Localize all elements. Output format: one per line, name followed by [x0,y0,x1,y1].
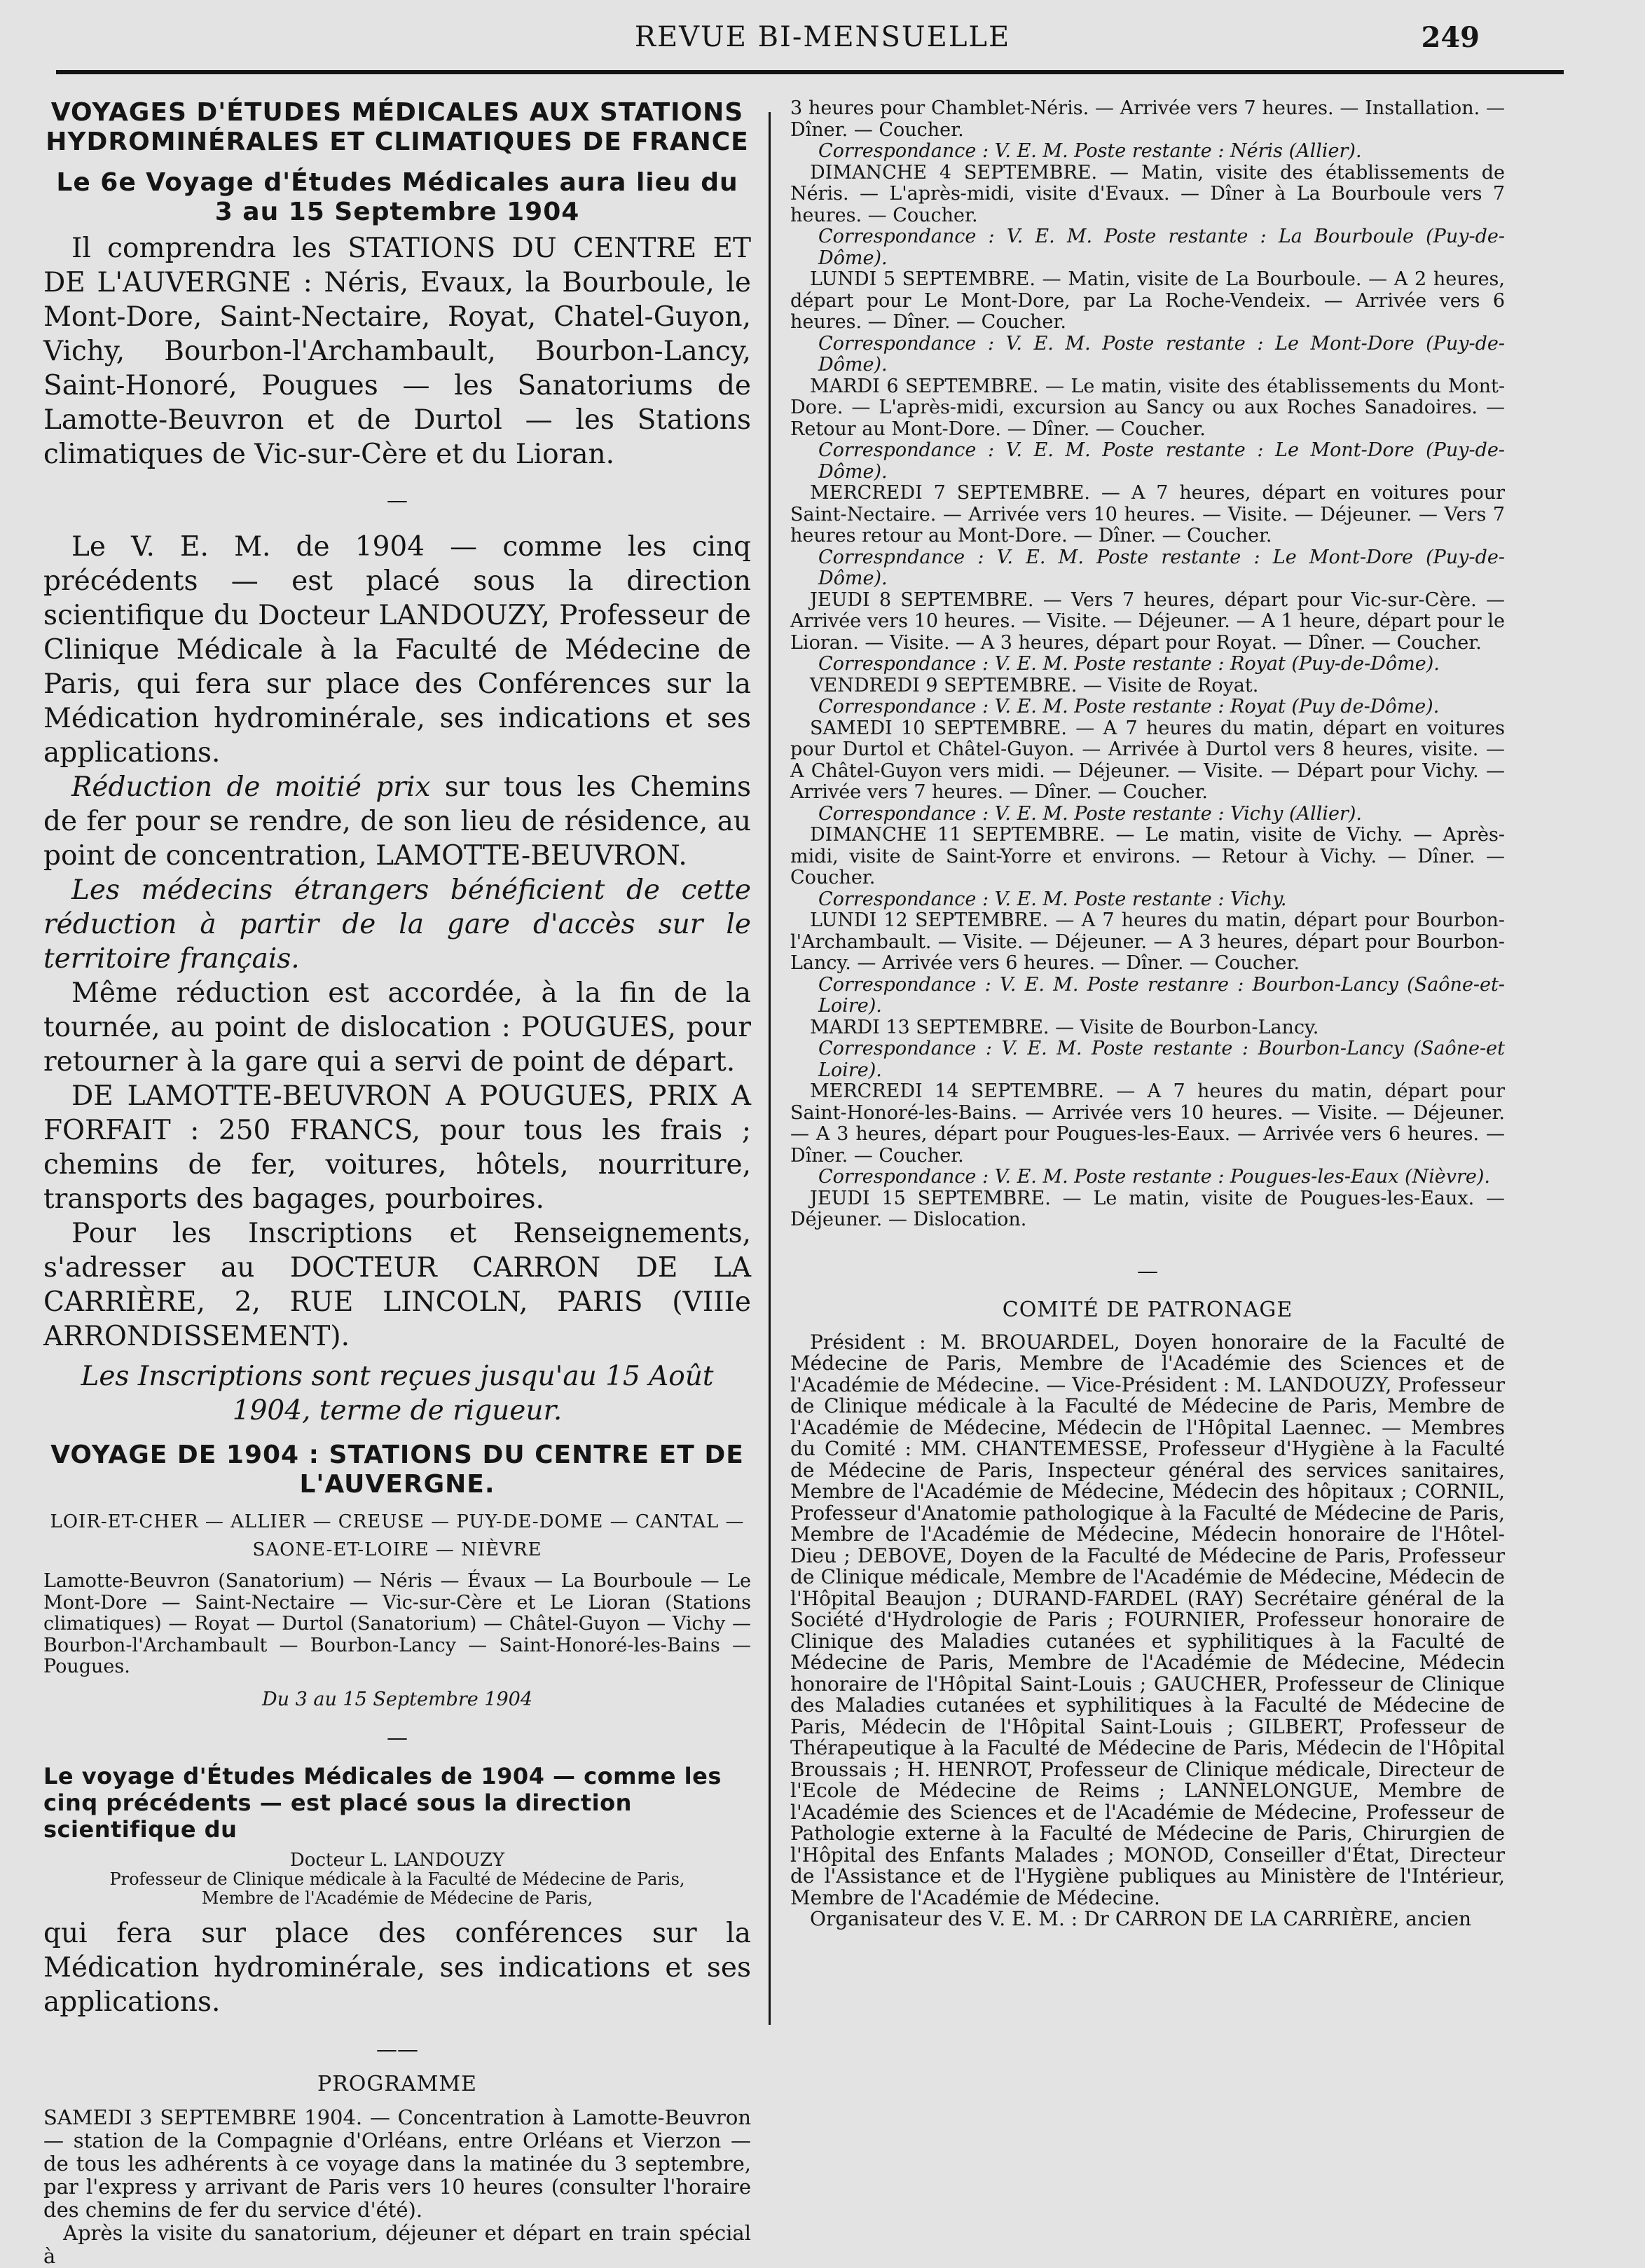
itinerary-day: MARDI 6 SEPTEMBRE. — Le matin, visite des établissements du Mont-Dore. — L'après-midi, excursion au Sancy ou aux Roches Sanadoires. — Retour au Mont-Dore. — Dîner. — Coucher. [790,375,1505,440]
paragraph-foreign-doctors: Les médecins étrangers bénéficient de cette réduction à partir de la gare d'accès sur le territoire français. [43,874,751,975]
running-head [0,21,1645,63]
article-subtitle: Le 6e Voyage d'Études Médicales aura lieu du 3 au 15 Septembre 1904 [56,168,738,226]
separator-dash-3: —— [376,2037,418,2062]
paragraph-dislocation: Même réduction est accordée, à la fin de la tournée, au point de dislocation : POUGUES, pour retourner à la gare qui a servi de point de départ. [43,977,751,1078]
itinerary-day: DIMANCHE 11 SEPTEMBRE. — Le matin, visite de Vichy. — Après-midi, visite de Saint-Yorre et environs. — Retour à Vichy. — Dîner. — Coucher. [790,824,1505,888]
itinerary-day: MERCREDI 14 SEPTEMBRE. — A 7 heures du matin, départ pour Saint-Honoré-les-Bains. — Arrivée vers 10 heures. — Visite. — Déjeuner. — A 3 heures, départ pour Pougues-les-Eaux. — Arrivée vers 6 heures. — Dîner. — Coucher. [790,1080,1505,1167]
itinerary-correspondance: Correspndance : V. E. M. Poste restante : Le Mont-Dore (Puy-de-Dôme). [818,546,1505,589]
programme-heading: PROGRAMME [317,2072,477,2096]
page-number: 249 [1421,21,1480,54]
separator-dash: — [387,488,408,513]
itinerary-day: VENDREDI 9 SEPTEMBRE. — Visite de Royat. [810,674,1259,696]
doctor-credit-1: Professeur de Clinique médicale à la Faculté de Médecine de Paris, [109,1869,685,1889]
itinerary-day: LUNDI 12 SEPTEMBRE. — A 7 heures du matin, départ pour Bourbon-l'Archambault. — Visite. — Déjeuner. — A 3 heures, départ pour Bourbon-Lancy. — Arrivée vers 6 heures. — Dîner. — Coucher. [790,909,1505,974]
reduction-emphasis: Réduction de moitié prix [71,771,431,803]
stations-list: Lamotte-Beuvron (Sanatorium) — Néris — Évaux — La Bourboule — Le Mont-Dore — Saint-Nectaire — Vic-sur-Cère et Le Lioran (Stations climatiques) — Royat — Durtol (Sanatorium) — Châtel-Guyon — Vichy — Bourbon-l'Archambault — Bourbon-Lancy — Saint-Honoré-les-Bains — Pougues. [43,1570,751,1677]
right-column [790,98,1505,1930]
column-rule [769,112,771,2025]
doctor-name: Docteur L. LANDOUZY [289,1850,505,1871]
itinerary-correspondance: Correspondance : V. E. M. Poste restante : Le Mont-Dore (Puy-de-Dôme). [818,332,1505,376]
departements-list: LOIR-ET-CHER — ALLIER — CREUSE — PUY-DE-DOME — CANTAL — SAONE-ET-LOIRE — NIÈVRE [50,1511,745,1560]
programme-apres: Après la visite du sanatorium, déjeuner et départ en train spécial à [43,2221,751,2268]
itinerary-correspondance: Correspondance : V. E. M. Poste restante : Le Mont-Dore (Puy-de-Dôme). [818,439,1505,483]
itinerary-correspondance: Correspondance : V. E. M. Poste restanre : Bourbon-Lancy (Saône-et-Loire). [818,973,1505,1017]
itinerary-correspondance: Correspondance : V. E. M. Poste restante : Pougues-les-Eaux (Nièvre). [818,1166,1490,1188]
itinerary-correspondance: Correspondance : V. E. M. Poste restante : Royat (Puy de-Dôme). [818,696,1440,717]
paragraph-deadline: Les Inscriptions sont reçues jusqu'au 15 Août 1904, terme de rigueur. [81,1361,714,1427]
paragraph-direction: Le V. E. M. de 1904 — comme les cinq précédents — est placé sous la direction scientifique du Docteur LANDOUZY, Professeur de Clinique Médicale à la Faculté de Médecine de Paris, qui fera sur place des Conférences sur la Médication hydrominérale, ses indications et ses applications. [43,531,751,769]
doctor-credit-2: Membre de l'Académie de Médecine de Paris, [201,1888,593,1908]
running-title: REVUE BI-MENSUELLE [634,21,1011,53]
left-column [43,98,751,2268]
paragraph-conferences: qui fera sur place des conférences sur la Médication hydrominérale, ses indications et ses applications. [43,1918,751,2018]
itinerary-day: DIMANCHE 4 SEPTEMBRE. — Matin, visite des établissements de Néris. — L'après-midi, visite d'Evaux. — Dîner à La Bourboule vers 7 heures. — Coucher. [790,161,1505,226]
article-title: VOYAGES D'ÉTUDES MÉDICALES AUX STATIONS HYDROMINÉRALES ET CLIMATIQUES DE FRANCE [46,98,749,156]
itinerary-correspondance: Correspondance : V. E. M. Poste restante : Royat (Puy-de-Dôme). [818,653,1440,675]
programme-samedi: SAMEDI 3 SEPTEMBRE 1904. — Concentration à Lamotte-Beuvron — station de la Compagnie d'Orléans, entre Orléans et Vierzon — de tous les adhérents à ce voyage dans la matinée du 3 septembre, par l'express y arrivant de Paris vers 10 heures (consulter l'horaire des chemins de fer du service d'été). [43,2105,751,2222]
itinerary-correspondance: Correspondance : V. E. M. Poste restante : Bourbon-Lancy (Saône-et Loire). [818,1038,1505,1081]
paragraph-contact: Pour les Inscriptions et Renseignements, s'adresser au DOCTEUR CARRON DE LA CARRIÈRE, 2, RUE LINCOLN, PARIS (VIIIe ARRONDISSEMENT). [43,1218,751,1352]
itinerary-correspondance: Correspondance : V. E. M. Poste restante : Néris (Allier). [818,140,1362,162]
separator-dash-right: — [1137,1258,1158,1284]
itinerary-day: MERCREDI 7 SEPTEMBRE. — A 7 heures, départ en voitures pour Saint-Nectaire. — Arrivée vers 10 heures. — Visite. — Déjeuner. — Vers 7 heures retour au Mont-Dore. — Dîner. — Coucher. [790,482,1505,547]
paragraph-price: DE LAMOTTE-BEUVRON A POUGUES, PRIX A FORFAIT : 250 FRANCS, pour tous les frais ; chemins de fer, voitures, hôtels, nourriture, transports des bagages, pourboires. [43,1080,751,1215]
paragraph-stations: Il comprendra les STATIONS DU CENTRE ET DE L'AUVERGNE : Néris, Evaux, la Bourboule, le Mont-Dore, Saint-Nectaire, Royat, Chatel-Guyon, Vichy, Bourbon-l'Archambault, Bourbon-Lancy, Saint-Honoré, Pougues — les Sanatoriums de Lamotte-Beuvron et de Durtol — les Stations climatiques de Vic-sur-Cère et du Lioran. [43,233,751,470]
itinerary-correspondance: Correspondance : V. E. M. Poste restante : La Bourboule (Puy-de-Dôme). [818,226,1505,269]
patronage-text: Président : M. BROUARDEL, Doyen honoraire de la Faculté de Médecine de Paris, Membre de l'Académie des Sciences et de l'Académie de Médecine. — Vice-Président : M. LANDOUZY, Professeur de Clinique médicale à la Faculté de Médecine de Paris, Membre de l'Académie de Médecine, Médecin de l'Hôpital Laennec. — Membres du Comité : MM. CHANTEMESSE, Professeur d'Hygiène à la Faculté de Médecine de Paris, Inspecteur général des services sanitaires, Membre de l'Académie de Médecine, Médecin des hôpitaux ; CORNIL, Professeur d'Anatomie pathologique à la Faculté de Médecine de Paris, Membre de l'Académie de Médecine, Médecin honoraire de l'Hôtel-Dieu ; DEBOVE, Doyen de la Faculté de Médecine de Paris, Professeur de Clinique médicale, Membre de l'Académie de Médecine, Médecin de l'Hôpital Beaujon ; DURAND-FARDEL (RAY) Secrétaire général de la Société d'Hydrologie de Paris ; FOURNIER, Professeur honoraire de Clinique des Maladies cutanées et syphilitiques à la Faculté de Médecine de Paris, Membre de l'Académie de Médecine, Médecin honoraire de l'Hôpital Saint-Louis ; GAUCHER, Professeur de Clinique des Maladies cutanées et syphilitiques à la Faculté de Médecine de Paris, Médecin de l'Hôpital Saint-Louis ; GILBERT, Professeur de Thérapeutique à la Faculté de Médecine de Paris, Médecin de l'Hôpital Broussais ; H. HENROT, Professeur de Clinique médicale, Directeur de l'Ecole de Médecine de Reims ; LANNELONGUE, Membre de l'Académie des Sciences et de l'Académie de Médecine, Professeur de Pathologie externe à la Faculté de Médecine de Paris, Chirurgien de l'Hôpital des Enfants Malades ; MONOD, Conseiller d'État, Directeur de l'Assistance et de l'Hygiène publiques au Ministère de l'Intérieur, Membre de l'Académie de Médecine. [790,1330,1505,1909]
paragraph-reduction [43,770,751,873]
itinerary-day: JEUDI 15 SEPTEMBRE. — Le matin, visite de Pougues-les-Eaux. — Déjeuner. — Dislocation. [790,1187,1505,1230]
reduction-text: sur tous les Chemins de fer pour se rendre, de son lieu de résidence, au point de concentration, LAMOTTE-BEUVRON. [43,771,751,872]
comite-heading: COMITÉ DE PATRONAGE [1002,1297,1293,1322]
itinerary-day: MARDI 13 SEPTEMBRE. — Visite de Bourbon-Lancy. [810,1016,1319,1038]
placed-under-direction: Le voyage d'Études Médicales de 1904 — comme les cinq précédents — est placé sous la direction scientifique du [43,1763,722,1843]
voyage-dates: Du 3 au 15 Septembre 1904 [261,1688,533,1710]
itinerary-correspondance: Correspondance : V. E. M. Poste restante : Vichy. [818,888,1287,910]
voyage-title: VOYAGE DE 1904 : STATIONS DU CENTRE ET DE L'AUVERGNE. [50,1441,744,1499]
itinerary-correspondance: Correspondance : V. E. M. Poste restante : Vichy (Allier). [818,802,1362,825]
header-rule [56,70,1564,74]
itinerary-day: JEUDI 8 SEPTEMBRE. — Vers 7 heures, départ pour Vic-sur-Cère. — Arrivée vers 10 heures. — Visite. — Déjeuner. — A 1 heure, départ pour le Lioran. — Visite. — A 3 heures, départ pour Royat. — Dîner. — Coucher. [790,589,1505,654]
itinerary-line: 3 heures pour Chamblet-Néris. — Arrivée vers 7 heures. — Installation. — Dîner. — Coucher. [790,97,1505,141]
organisateur-text: Organisateur des V. E. M. : Dr CARRON DE LA CARRIÈRE, ancien [810,1907,1472,1930]
itinerary-day: LUNDI 5 SEPTEMBRE. — Matin, visite de La Bourboule. — A 2 heures, départ pour Le Mont-Dore, par La Roche-Vendeix. — Arrivée vers 6 heures. — Dîner. — Coucher. [790,268,1505,333]
itinerary-day: SAMEDI 10 SEPTEMBRE. — A 7 heures du matin, départ en voitures pour Durtol et Châtel-Guyon. — Arrivée à Durtol vers 8 heures, visite. — A Châtel-Guyon vers midi. — Déjeuner. — Visite. — Départ pour Vichy. — Arrivée vers 7 heures. — Dîner. — Coucher. [790,717,1505,803]
separator-dash-2: — [387,1726,408,1750]
